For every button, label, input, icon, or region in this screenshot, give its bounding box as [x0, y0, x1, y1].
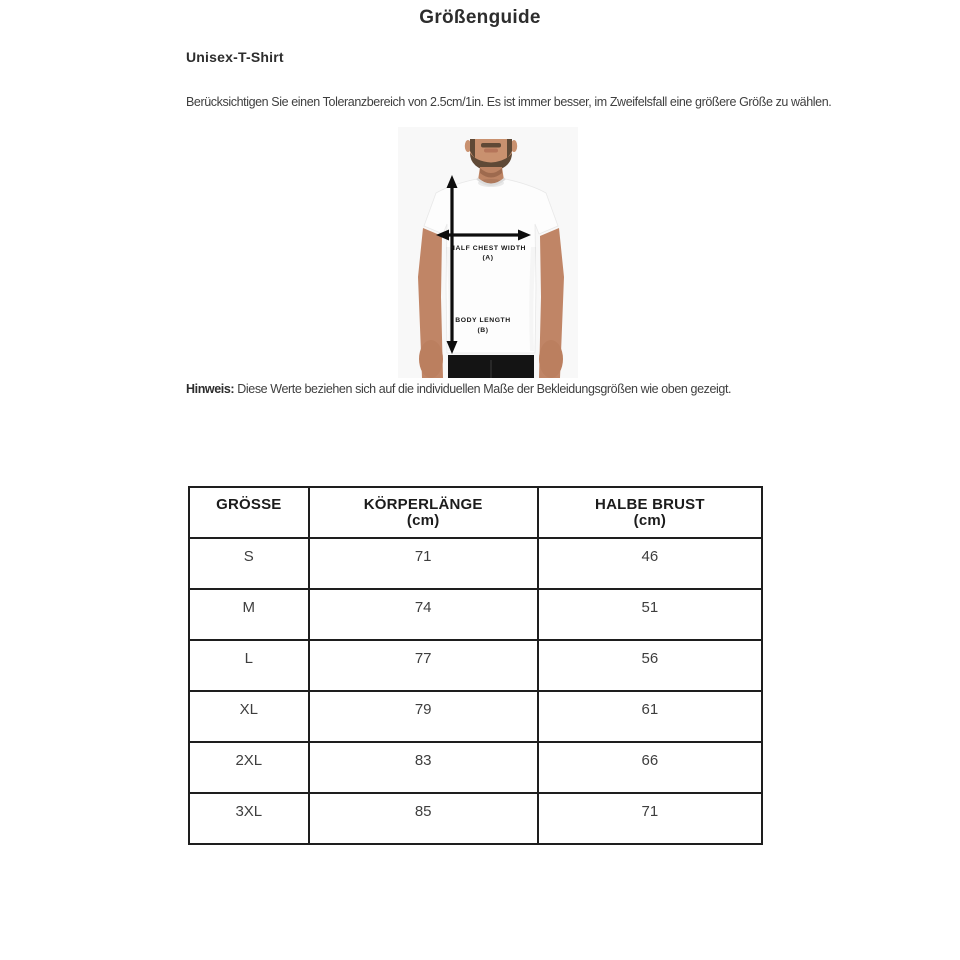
- body-length-label: BODY LENGTH: [455, 317, 511, 324]
- koerperlaenge-cell: 83: [309, 742, 538, 793]
- right-hand: [539, 340, 563, 378]
- size-row-2xl: [189, 742, 762, 793]
- half-chest-sub-label: (A): [482, 254, 494, 262]
- halbe-brust-cell: 46: [538, 538, 762, 589]
- size-row-m: [189, 589, 762, 640]
- koerperlaenge-cell: 79: [309, 691, 538, 742]
- header-groesse: GRÖSSE: [189, 487, 309, 538]
- half-chest-arrow: [446, 233, 522, 236]
- tshirt-measurement-photo: [398, 127, 578, 378]
- page-title: Größenguide: [419, 7, 541, 28]
- note-line: [186, 381, 906, 397]
- body-length-sub-label: (B): [477, 327, 489, 334]
- tolerance-paragraph: Berücksichtigen Sie einen Toleranzbereich von 2.5cm/1in. Es ist immer besser, im Zweifelsfall eine größere Größe zu wählen.: [186, 95, 832, 109]
- size-row-xl: [189, 691, 762, 742]
- size-cell: M: [189, 589, 309, 640]
- size-row-l: [189, 640, 762, 691]
- size-row-3xl: [189, 793, 762, 844]
- halbe-brust-cell: 61: [538, 691, 762, 742]
- size-table: [188, 486, 763, 845]
- left-hand: [419, 340, 443, 378]
- size-table-header-row: [189, 487, 762, 538]
- size-cell: L: [189, 640, 309, 691]
- koerperlaenge-cell: 74: [309, 589, 538, 640]
- size-cell: XL: [189, 691, 309, 742]
- mustache: [481, 143, 501, 148]
- halbe-brust-cell: 71: [538, 793, 762, 844]
- size-cell: 3XL: [189, 793, 309, 844]
- halbe-brust-cell: 66: [538, 742, 762, 793]
- size-cell: 2XL: [189, 742, 309, 793]
- lips: [484, 149, 498, 153]
- body-length-arrow: [450, 185, 453, 344]
- koerperlaenge-cell: 71: [309, 538, 538, 589]
- half-chest-label: HALF CHEST WIDTH: [449, 245, 527, 252]
- header-halbe-brust: HALBE BRUST (cm): [538, 487, 762, 538]
- halbe-brust-cell: 51: [538, 589, 762, 640]
- product-name: Unisex-T-Shirt: [186, 49, 284, 65]
- size-row-s: [189, 538, 762, 589]
- tshirt-diagram: [398, 127, 578, 378]
- note-text: Diese Werte beziehen sich auf die individuellen Maße der Bekleidungsgrößen wie oben gezeigt.: [237, 382, 732, 396]
- note-label: Hinweis:: [186, 382, 235, 396]
- halbe-brust-cell: 56: [538, 640, 762, 691]
- size-cell: S: [189, 538, 309, 589]
- header-koerperlaenge: KÖRPERLÄNGE (cm): [309, 487, 538, 538]
- koerperlaenge-cell: 77: [309, 640, 538, 691]
- koerperlaenge-cell: 85: [309, 793, 538, 844]
